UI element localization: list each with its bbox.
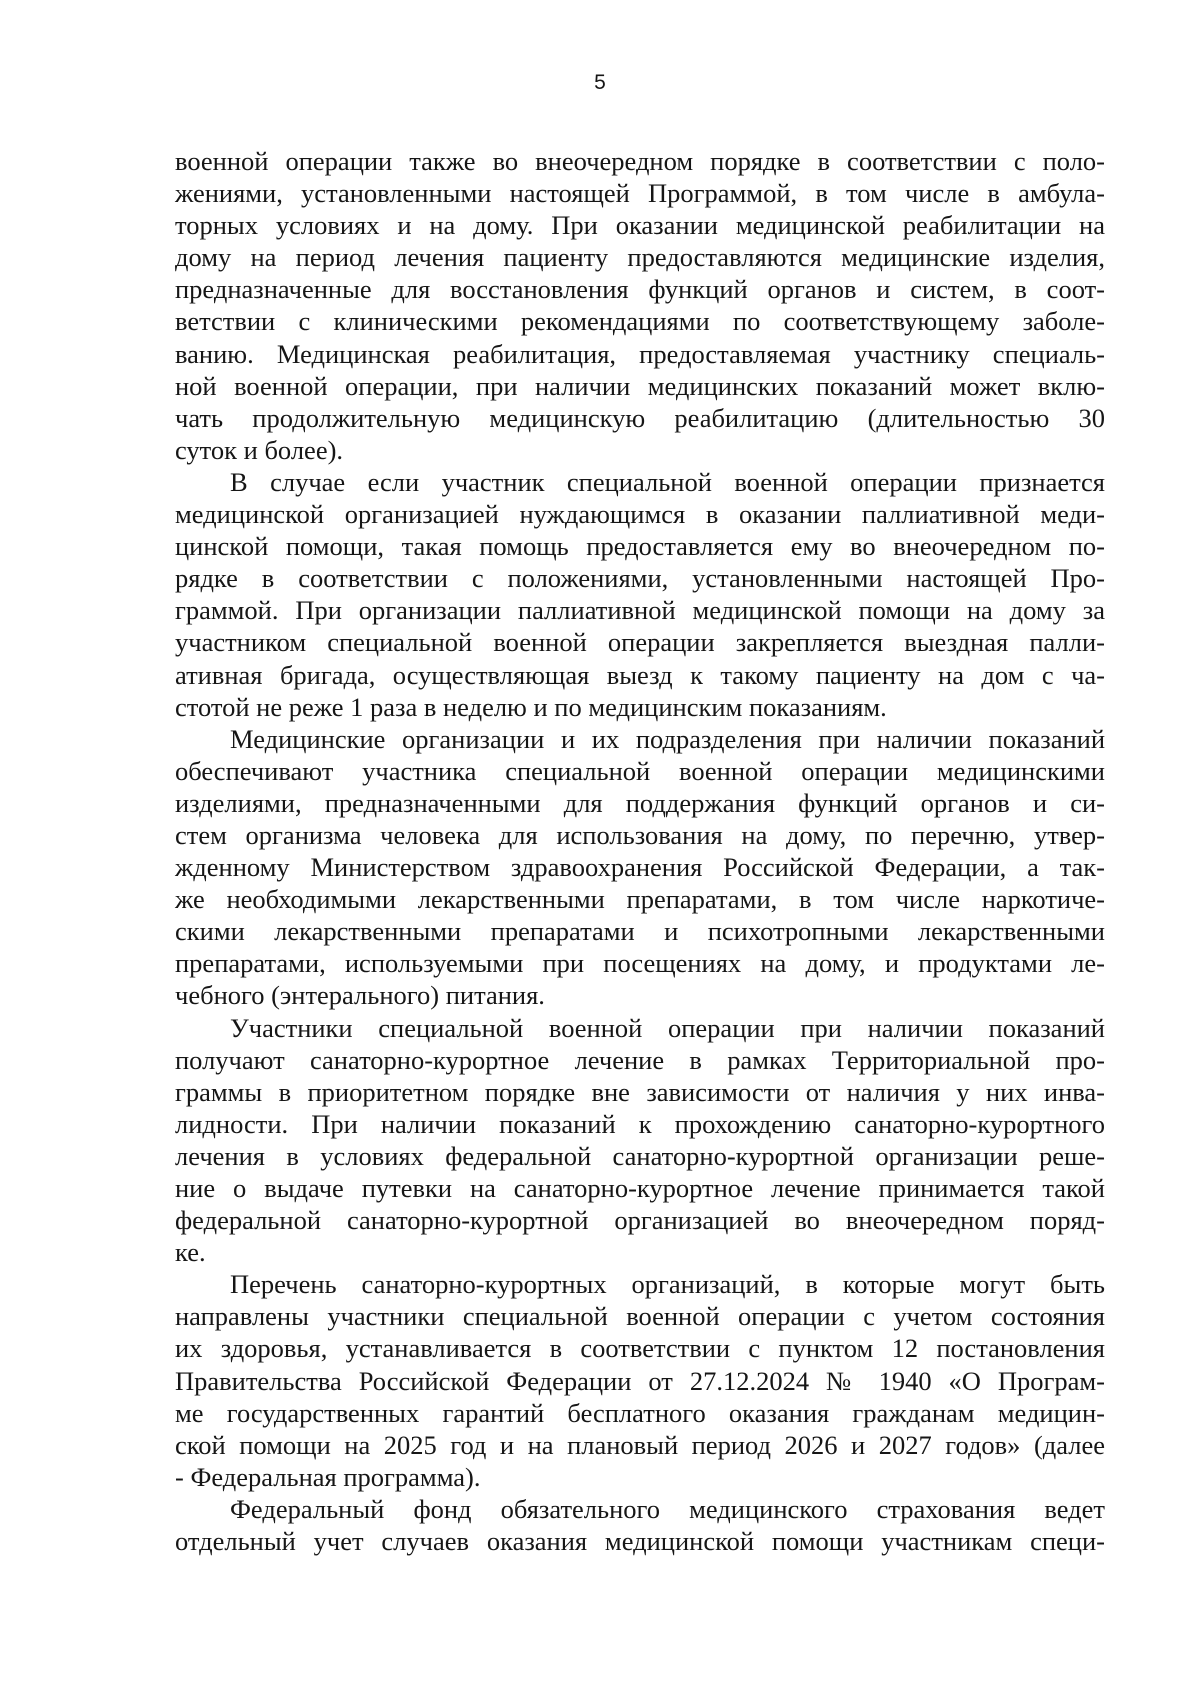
text-line: предназначенные для восстановления функций органов и систем, в соот- xyxy=(175,274,1105,305)
text-line: торных условиях и на дому. При оказании медицинской реабилитации на xyxy=(175,210,1105,241)
text-line: суток и более). xyxy=(175,434,344,465)
text-line: направлены участники специальной военной операции с учетом состояния xyxy=(175,1301,1105,1332)
text-line: рядке в соответствии с положениями, установленными настоящей Про- xyxy=(175,563,1105,594)
text-line: ванию. Медицинская реабилитация, предоставляемая участнику специаль- xyxy=(175,338,1105,369)
text-line: ме государственных гарантий бесплатного оказания гражданам медицин- xyxy=(175,1397,1105,1428)
text-line: обеспечивают участника специальной военной операции медицинскими xyxy=(175,755,1105,786)
text-line: же необходимыми лекарственными препаратами, в том числе наркотиче- xyxy=(175,884,1105,915)
text-line: жденному Министерством здравоохранения Российской Федерации, а так- xyxy=(175,852,1105,883)
text-line: военной операции также во внеочередном порядке в соответствии с поло- xyxy=(175,146,1105,176)
text-line: чебного (энтерального) питания. xyxy=(175,980,545,1011)
text-line: лечения в условиях федеральной санаторно-курортной организации реше- xyxy=(175,1140,1105,1171)
paragraph xyxy=(175,1012,1105,1269)
text-line: ской помощи на 2025 год и на плановый период 2026 и 2027 годов» (далее xyxy=(175,1429,1105,1460)
text-line: лидности. При наличии показаний к прохождению санаторно-курортного xyxy=(175,1108,1105,1139)
text-line: Федеральный фонд обязательного медицинского страхования ведет xyxy=(230,1493,1105,1524)
paragraph xyxy=(175,1493,1105,1557)
text-line: стотой не реже 1 раза в неделю и по медицинским показаниям. xyxy=(175,691,887,722)
text-line: - Федеральная программа). xyxy=(175,1461,481,1492)
text-line: Правительства Российской Федерации от 27.12.2024 № 1940 «О Програм- xyxy=(175,1365,1105,1396)
text-line: граммы в приоритетном порядке вне зависимости от наличия у них инва- xyxy=(175,1076,1105,1107)
text-line: федеральной санаторно-курортной организацией во внеочередном поряд- xyxy=(175,1205,1105,1236)
paragraph xyxy=(175,145,1105,466)
text-line: дому на период лечения пациенту предоставляются медицинские изделия, xyxy=(175,242,1105,273)
text-line: Медицинские организации и их подразделения при наличии показаний xyxy=(230,723,1105,754)
text-line: цинской помощи, такая помощь предоставляется ему во внеочередном по- xyxy=(175,531,1105,562)
paragraph xyxy=(175,1268,1105,1493)
text-line: получают санаторно-курортное лечение в рамках Территориальной про- xyxy=(175,1044,1105,1075)
paragraph xyxy=(175,466,1105,723)
paragraph xyxy=(175,723,1105,1012)
text-line: Перечень санаторно-курортных организаций, в которые могут быть xyxy=(230,1269,1105,1300)
text-line: ативная бригада, осуществляющая выезд к такому пациенту на дом с ча- xyxy=(175,659,1105,690)
text-line: жениями, установленными настоящей Программой, в том числе в амбула- xyxy=(175,178,1105,209)
text-line: В случае если участник специальной военной операции признается xyxy=(230,466,1105,497)
page-number: 5 xyxy=(594,71,606,94)
text-line: скими лекарственными препаратами и психотропными лекарственными xyxy=(175,916,1105,947)
text-line: их здоровья, устанавливается в соответствии с пунктом 12 постановления xyxy=(175,1333,1105,1364)
text-line: отдельный учет случаев оказания медицинской помощи участникам специ- xyxy=(175,1526,1105,1557)
text-line: изделиями, предназначенными для поддержания функций органов и си- xyxy=(175,787,1105,818)
text-line: ке. xyxy=(175,1237,206,1268)
text-line: препаратами, используемыми при посещениях на дому, и продуктами ле- xyxy=(175,948,1105,979)
text-line: участником специальной военной операции закрепляется выездная палли- xyxy=(175,627,1105,658)
text-line: стем организма человека для использования на дому, по перечню, утвер- xyxy=(175,819,1105,850)
text-line: граммой. При организации паллиативной медицинской помощи на дому за xyxy=(175,595,1105,626)
text-line: ной военной операции, при наличии медицинских показаний может вклю- xyxy=(175,370,1105,401)
text-line: медицинской организацией нуждающимся в оказании паллиативной меди- xyxy=(175,499,1105,530)
text-line: ние о выдаче путевки на санаторно-курортное лечение принимается такой xyxy=(175,1173,1105,1203)
document-body xyxy=(175,145,1105,1557)
text-line: чать продолжительную медицинскую реабилитацию (длительностью 30 xyxy=(175,402,1105,433)
text-line: Участники специальной военной операции при наличии показаний xyxy=(230,1012,1105,1043)
text-line: ветствии с клиническими рекомендациями по соответствующему заболе- xyxy=(175,306,1105,337)
